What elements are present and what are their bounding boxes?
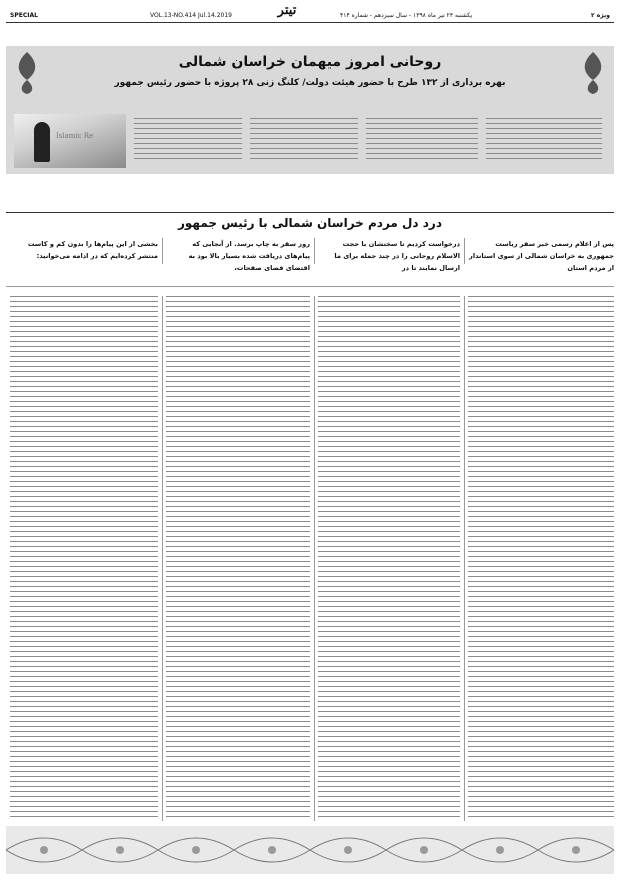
- section-rule: [6, 212, 614, 213]
- page-section-label: ویژه ۲: [590, 12, 610, 19]
- story-column-4: [250, 118, 358, 170]
- letters-column-3: [166, 296, 310, 821]
- divider: [464, 238, 465, 264]
- story-column-5: [134, 118, 242, 170]
- page-header: [0, 0, 620, 28]
- headline: روحانی امروز میهمان خراسان شمالی: [178, 54, 442, 70]
- letters-column-4: [10, 296, 158, 821]
- column-divider: [162, 296, 163, 821]
- newspaper-logo: تیتر: [277, 3, 297, 18]
- president-photo: [14, 114, 126, 168]
- intro-blurb-1: پس از اعلام رسمی خبر سفر ریاست جمهوری به خراسان شمالی از سوی استاندار از مردم استان: [469, 240, 614, 272]
- intro-blurb-4: بخشی از این پیام‌ها را بدون کم و کاست منتشر کرده‌ایم که در ادامه می‌خوانید:: [27, 240, 158, 260]
- photo-text: Islamic Re: [56, 132, 94, 140]
- section-title: درد دل مردم خراسان شمالی با رئیس جمهور: [178, 216, 442, 230]
- divider: [6, 286, 614, 287]
- bottom-ornament: [6, 826, 614, 874]
- letters-column-1: [468, 296, 614, 821]
- intro-blurb-3: روز سفر به چاپ برسد. از آنجایی که پیام‌های دریافت شده بسیار بالا بود به اقتضای فضای صفحات،: [188, 240, 310, 272]
- story-column-2: [486, 118, 602, 170]
- left-ornament-icon: [12, 50, 42, 96]
- special-label: SPECIAL: [10, 12, 38, 19]
- divider: [314, 238, 315, 264]
- date-info: یکشنبه ۲۳ تیر ماه ۱۳۹۸ - سال سیزدهم - شماره ۴۱۴: [340, 12, 473, 19]
- arabesque-pattern-icon: [6, 826, 614, 874]
- right-ornament-icon: [578, 50, 608, 96]
- issue-info: VOL.13-NO.414 Jul.14.2019: [150, 12, 232, 19]
- column-divider: [464, 296, 465, 821]
- lead-story-box: [6, 46, 614, 174]
- column-divider: [314, 296, 315, 821]
- subheadline: بهره برداری از ۱۳۲ طرح با حضور هیئت دولت/ کلنگ زنی ۲۸ پروژه با حضور رئیس جمهور: [114, 78, 506, 88]
- intro-blurb-2: درخواست کردیم تا سخنشان با حجت الاسلام روحانی را در چند جمله برای ما ارسال نمایند تا در: [334, 240, 460, 272]
- divider: [162, 238, 163, 264]
- story-column-3: [366, 118, 478, 170]
- header-rule: [6, 22, 614, 23]
- letters-column-2: [318, 296, 460, 821]
